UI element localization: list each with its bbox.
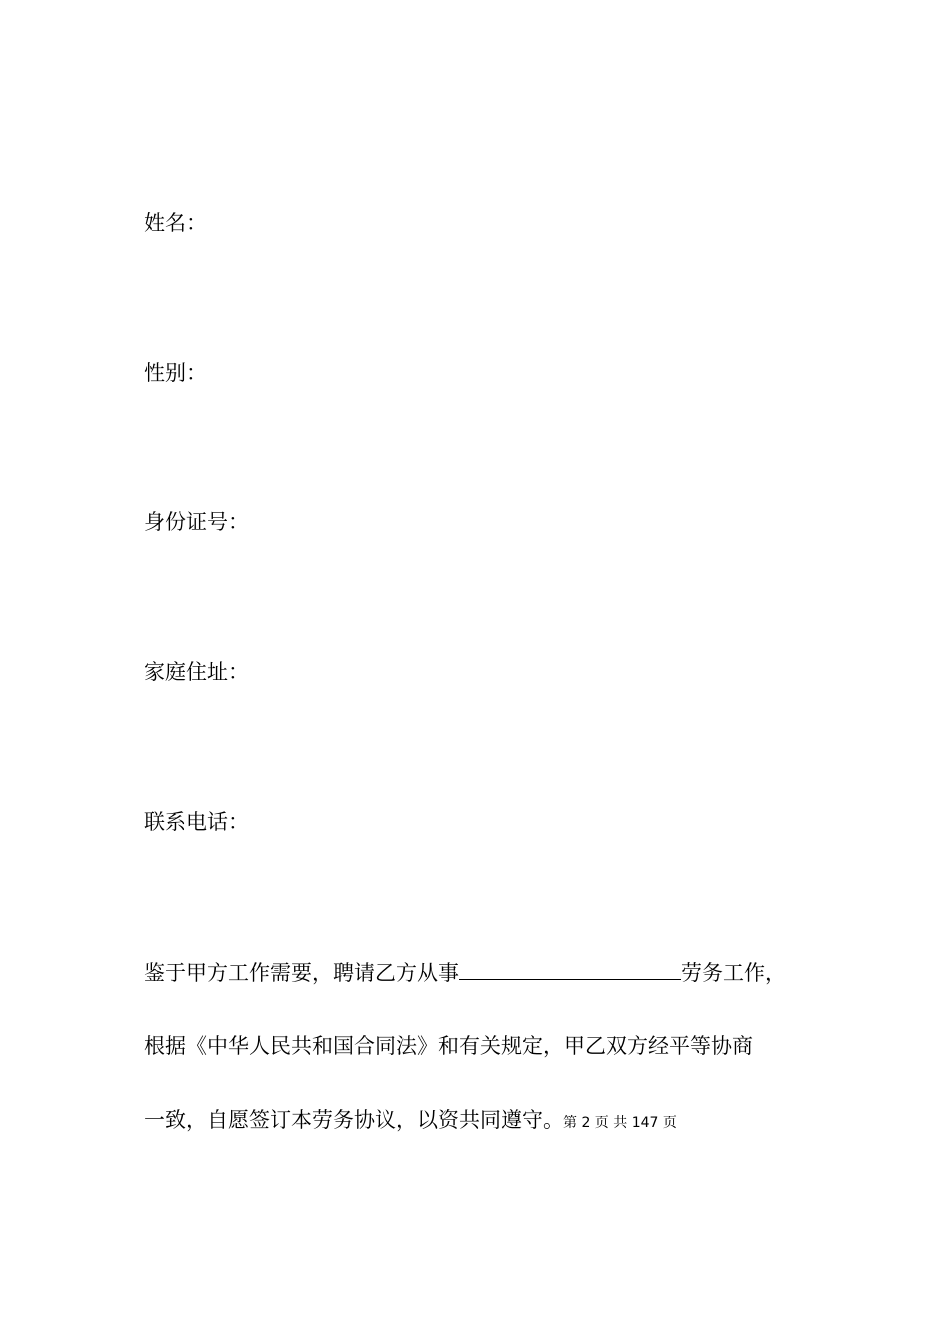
name-label: 姓名： [144, 211, 207, 235]
id-number-label: 身份证号： [144, 510, 249, 534]
phone-label: 联系电话： [144, 810, 249, 834]
work-type-blank [459, 957, 681, 980]
agreement-line-3: 一致，自愿签订本劳务协议，以资共同遵守。 [144, 1108, 564, 1132]
agreement-line-1 [144, 957, 786, 987]
agreement-line-1-prefix: 鉴于甲方工作需要，聘请乙方从事 [144, 961, 459, 985]
gender-label: 性别： [144, 361, 207, 385]
agreement-line-2: 根据《中华人民共和国合同法》和有关规定，甲乙双方经平等协商 [144, 1034, 753, 1058]
agreement-line-1-suffix: 劳务工作， [681, 961, 786, 985]
page-number: 第 2 页 共 147 页 [563, 1115, 677, 1131]
home-address-label: 家庭住址： [144, 660, 249, 684]
